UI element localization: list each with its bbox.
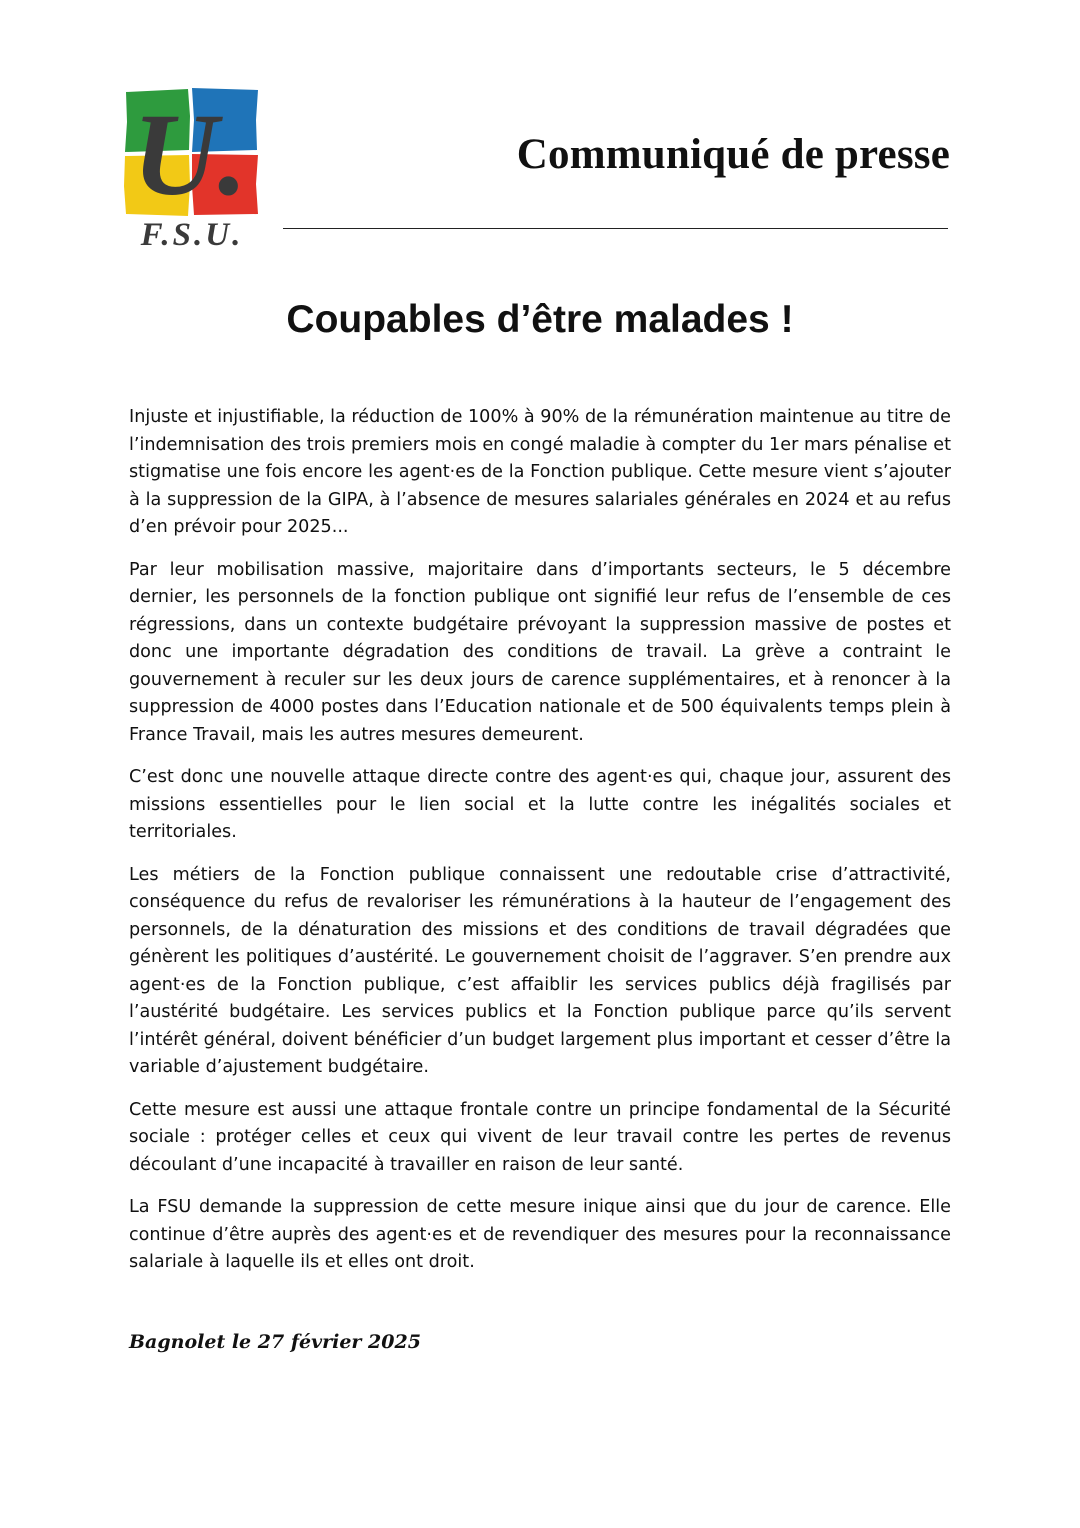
body-paragraph-1: Injuste et injustifiable, la réduction de 100% à 90% de la rémunération maintenue au titre de l’indemnisation des trois premiers mois en congé maladie à compter du 1er mars pénalise et stigmatise une fois encore les agent·es de la Fonction publique. Cette mesure vient s’ajouter à la suppression de la GIPA, à l’absence de mesures salariales générales en 2024 et au refus d’en prévoir pour 2025... <box>129 407 951 537</box>
header-divider <box>283 228 948 229</box>
body-paragraph-4: Les métiers de la Fonction publique connaissent une redoutable crise d’attractivité, conséquence du refus de revaloriser les rémunérations à la hauteur de l’engagement des personnels, de la dénaturation des missions et des conditions de travail dégradées que génèrent les politiques d’austérité. Le gouvernement choisit de l’aggraver. S’en prendre aux agent·es de la Fonction publique, c’est affaiblir les services publics déjà fragilisés par l’austérité budgétaire. Les services publics et la Fonction publique parce qu’ils servent l’intérêt général, doivent bénéficier d’un budget largement plus important et cesser d’être la variable d’ajustement budgétaire. <box>129 864 951 1077</box>
body-paragraph-5: Cette mesure est aussi une attaque frontale contre un principe fondamental de la Sécurité sociale : protéger celles et ceux qui vivent de leur travail contre les pertes de revenus découlant d’une incapacité à travailler en raison de leur santé. <box>129 1099 951 1175</box>
body-paragraph-3: C’est donc une nouvelle attaque directe contre des agent·es qui, chaque jour, assurent des missions essentielles pour le lien social et la lutte contre les inégalités sociales et territoriales. <box>129 767 951 842</box>
body-paragraph-2: Par leur mobilisation massive, majoritaire dans d’importants secteurs, le 5 décembre dernier, les personnels de la fonction publique ont signifié leur refus de l’ensemble de ces régressions, dans un contexte budgétaire prévoyant la suppression massive de postes et donc une importante dégradation des conditions de travail. La grève a contraint le gouvernement à reculer sur les deux jours de carence supplémentaires, et à renoncer à la suppression de 4000 postes dans l’Education nationale et de 500 équivalents temps plein à France Travail, mais les autres mesures demeurent. <box>129 559 951 745</box>
logo-letter: U. <box>132 89 248 220</box>
header-title: Communiqué de presse <box>516 131 950 178</box>
logo-org-name: F.S.U. <box>140 217 244 252</box>
fsu-logo <box>122 86 262 252</box>
fsu-logo-graphic <box>122 86 262 252</box>
body-paragraph-6: La FSU demande la suppression de cette mesure inique ainsi que du jour de carence. Elle continue d’être auprès des agent·es et de revendiquer des mesures pour la reconnaissance salariale à laquelle ils et elles ont droit. <box>129 1197 951 1272</box>
document-body <box>129 404 951 1292</box>
document-title: Coupables d’être malades ! <box>286 298 794 341</box>
signature-date: Bagnolet le 27 février 2025 <box>129 1331 421 1353</box>
